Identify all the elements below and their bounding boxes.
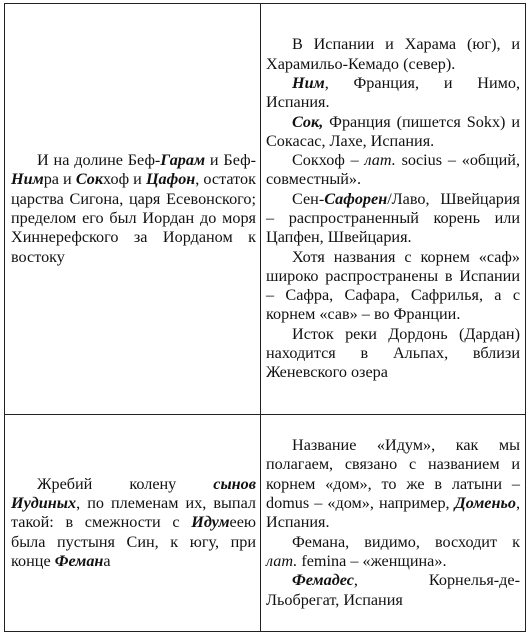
text-run: socius – «общий, совместный».	[266, 151, 520, 189]
emphasized-word: Ним	[11, 170, 44, 189]
text-run: Исток реки Дордонь (Дардан) находится в Альпах, вблизи Женевского озера	[266, 324, 520, 382]
emphasized-word: Сок,	[292, 112, 324, 131]
scripture-text	[11, 151, 256, 267]
text-run: , по племенам их, выпал такой: в смежности с	[11, 494, 256, 532]
text-run: Название «Идум», как мы полагаем, связано с названием и корнем «дом», то же в латыни – domus – «дом», например,	[266, 436, 520, 513]
commentary-paragraph	[266, 190, 520, 248]
emphasized-word: Цафон	[145, 170, 196, 189]
text-run: а	[103, 551, 111, 570]
text-run: Сокхоф –	[292, 151, 365, 170]
text-run: Сен-	[292, 189, 325, 208]
text-run: /Лаво, Швейцария – распространенный корень или Цапфен, Швейцария.	[266, 189, 520, 247]
table-row	[5, 415, 526, 632]
text-run: Фемана, видимо, восходит к	[292, 532, 520, 551]
emphasized-word: лат.	[266, 551, 298, 570]
text-run: , Испания.	[266, 494, 520, 532]
text-run: , Корнелья-де-Льобрегат, Испания	[266, 571, 520, 609]
emphasized-word: Фемадес	[292, 571, 354, 590]
table-row	[5, 4, 526, 415]
commentary-text	[266, 35, 520, 382]
text-run: Хотя названия с корнем «саф» широко распространены в Испании – Сафра, Сафара, Сафрилья, а с корнем «сав» – во Франции.	[266, 247, 520, 324]
text-run: И на долине Беф-	[37, 151, 161, 170]
emphasized-word: Сок	[75, 170, 104, 189]
text-run: В Испании и Харама (юг), и Харамильо-Кемадо (север).	[266, 35, 520, 73]
commentary-paragraph	[266, 113, 520, 152]
commentary-paragraph	[266, 35, 520, 74]
emphasized-word: лат.	[364, 151, 396, 170]
comparison-table	[4, 3, 526, 632]
scripture-text	[11, 475, 256, 571]
emphasized-word: Ним	[292, 73, 325, 92]
scripture-cell	[5, 4, 261, 415]
text-run: еею была пустыня Син, к югу, при конце	[11, 513, 256, 570]
text-run: ра и	[43, 170, 76, 189]
emphasized-word: Идум	[191, 513, 230, 532]
commentary-paragraph	[266, 248, 520, 325]
text-run: Франция (пишется Sokx) и Сокасас, Лахе, Испания.	[266, 112, 520, 150]
text-run: хоф и	[103, 170, 146, 189]
commentary-paragraph	[266, 533, 520, 572]
scripture-cell	[5, 415, 261, 632]
commentary-cell	[261, 415, 526, 632]
text-run: и Беф-	[205, 151, 256, 170]
emphasized-word: Гарам	[160, 151, 206, 170]
commentary-cell	[261, 4, 526, 415]
text-run: Жребий колену	[37, 474, 214, 493]
emphasized-word: сынов Иудиных	[11, 474, 256, 513]
emphasized-word: Феман	[54, 551, 104, 570]
commentary-paragraph	[266, 74, 520, 113]
emphasized-word: Доменьо	[454, 494, 516, 513]
text-run: , Франция, и Нимо, Испания.	[266, 73, 520, 112]
commentary-text	[266, 436, 520, 610]
commentary-paragraph	[266, 571, 520, 610]
commentary-paragraph	[266, 436, 520, 532]
text-run: , остаток царства Сигона, царя Есевонского; пределом его был Иордан до моря Хиннерефского за Иорданом к востоку	[11, 170, 256, 266]
text-run: femina – «женщина».	[297, 551, 447, 570]
commentary-paragraph	[266, 151, 520, 190]
emphasized-word: Сафорен	[324, 189, 388, 208]
commentary-paragraph	[266, 325, 520, 383]
